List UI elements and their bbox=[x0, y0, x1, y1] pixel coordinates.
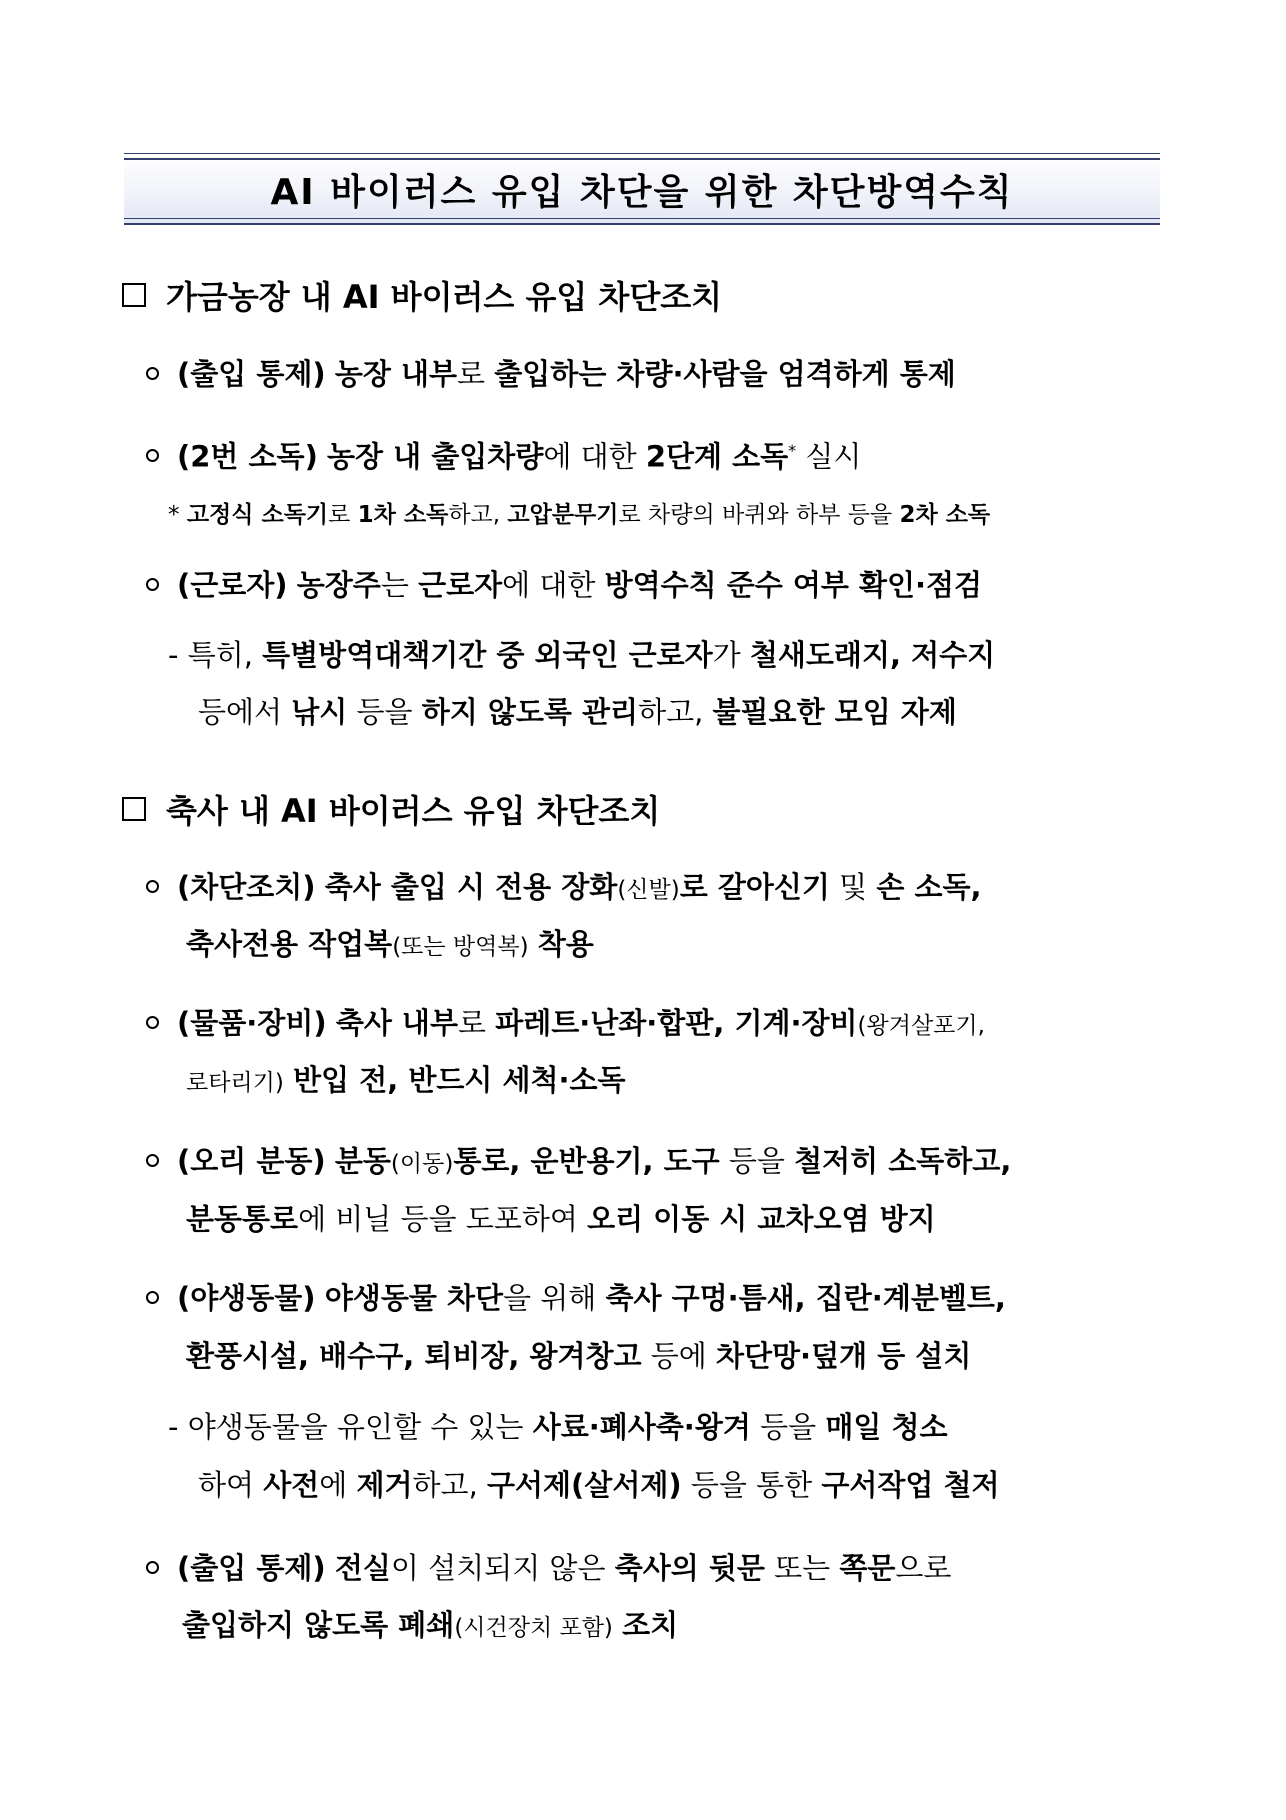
bold-text: 고압분무기 bbox=[507, 502, 619, 528]
bullet-entry-control-barn bbox=[146, 1550, 951, 1586]
bold-text: 구서작업 철저 bbox=[821, 1468, 1000, 1502]
bold-text: 축사 내부 bbox=[335, 1006, 458, 1040]
section-heading-text: 축사 내 AI 바이러스 유입 차단조치 bbox=[166, 792, 661, 830]
bold-text: 야생동물 차단 bbox=[324, 1281, 503, 1315]
bold-text: 매일 청소 bbox=[825, 1410, 948, 1444]
plain-text: 을 위해 bbox=[502, 1281, 597, 1315]
bold-text: 환풍시설, 배수구, 퇴비장, 왕겨창고 bbox=[186, 1339, 642, 1373]
bold-text: 분동 bbox=[334, 1144, 391, 1178]
bold-text: 사료·폐사축·왕겨 bbox=[532, 1410, 751, 1444]
title-banner bbox=[124, 154, 1160, 224]
plain-text: 하고, bbox=[448, 502, 501, 528]
bold-text: 2단계 소독 bbox=[645, 439, 789, 474]
bold-text: 하지 않도록 관리 bbox=[421, 695, 639, 729]
bullet-duck-separation bbox=[146, 1143, 1011, 1182]
plain-text: 가 bbox=[712, 638, 741, 672]
bullet-two-step-disinfection bbox=[146, 433, 861, 475]
small-text: (시건장치 포함) bbox=[454, 1615, 613, 1641]
circle-bullet-icon bbox=[146, 1016, 159, 1029]
bullet-entry-control-barn-cont bbox=[182, 1607, 678, 1646]
plain-text: 는 bbox=[380, 568, 409, 602]
bold-text: 농장 내부 bbox=[334, 357, 458, 391]
bold-text: 분동통로 bbox=[186, 1202, 299, 1236]
circle-bullet-icon bbox=[146, 1154, 159, 1167]
circle-bullet-icon bbox=[146, 367, 159, 380]
bold-text: 전실 bbox=[334, 1551, 391, 1585]
bold-text: 출입하는 차량·사람을 엄격하게 통제 bbox=[494, 357, 956, 391]
bold-text: 구서제(살서제) bbox=[487, 1468, 682, 1502]
page-title: AI 바이러스 유입 차단을 위한 차단방역수칙 bbox=[270, 171, 1014, 213]
bold-text: 착용 bbox=[537, 927, 594, 961]
footnote-star: * bbox=[168, 502, 180, 528]
bold-text: 2차 소독 bbox=[899, 502, 991, 528]
bullet-equipment bbox=[146, 1005, 985, 1044]
section-heading-barn bbox=[122, 786, 660, 832]
plain-text: 로 bbox=[328, 502, 351, 528]
bold-text: 방역수칙 준수 여부 확인·점검 bbox=[604, 568, 983, 602]
bullet-blocking-measures-cont bbox=[186, 926, 594, 965]
bold-text: 1차 소독 bbox=[357, 502, 449, 528]
bold-text: 낚시 bbox=[291, 695, 348, 729]
bold-text: 철저히 소독하고, bbox=[794, 1144, 1012, 1178]
plain-text: 등에서 bbox=[198, 695, 283, 729]
section-heading-farm bbox=[122, 272, 722, 318]
bullet-label: (출입 통제) bbox=[177, 1551, 326, 1585]
plain-text: 등을 bbox=[760, 1410, 817, 1444]
bold-text: 축사 구멍·틈새, 집란·계분벨트, bbox=[605, 1281, 1006, 1315]
footnote-mark: * bbox=[788, 441, 797, 460]
small-text: (신발) bbox=[617, 877, 680, 903]
plain-text: 이 설치되지 않은 bbox=[390, 1551, 606, 1585]
bold-text: 차단망·덮개 등 설치 bbox=[716, 1339, 972, 1373]
bullet-blocking-measures bbox=[146, 869, 981, 908]
bold-text: 손 소독, bbox=[876, 870, 982, 904]
plain-text: 에 bbox=[319, 1468, 348, 1502]
plain-text: 에 대한 bbox=[543, 439, 637, 474]
bold-text: 특별방역대책기간 중 외국인 근로자 bbox=[262, 638, 713, 672]
bullet-wild-animals bbox=[146, 1280, 1006, 1316]
bold-text: 반입 전, 반드시 세척·소독 bbox=[293, 1063, 626, 1097]
bullet-workers bbox=[146, 567, 982, 603]
plain-text: 등을 bbox=[356, 695, 413, 729]
small-text: (또는 방역복) bbox=[392, 934, 529, 960]
plain-text: 및 bbox=[839, 870, 868, 904]
circle-bullet-icon bbox=[146, 1561, 159, 1574]
bold-text: 철새도래지, 저수지 bbox=[749, 638, 996, 672]
bullet-label: (출입 통제) bbox=[177, 357, 326, 391]
circle-bullet-icon bbox=[146, 449, 159, 462]
dash-bullet: - bbox=[168, 1410, 179, 1444]
bold-text: 로 갈아신기 bbox=[679, 870, 830, 904]
bold-text: 축사의 뒷문 bbox=[614, 1551, 765, 1585]
bold-text: 축사 출입 시 전용 장화 bbox=[324, 870, 618, 904]
dash-item-foreign-workers-cont bbox=[198, 694, 957, 730]
plain-text: 로 차량의 바퀴와 하부 등을 bbox=[618, 502, 893, 528]
bullet-label: (야생동물) bbox=[177, 1281, 316, 1315]
circle-bullet-icon bbox=[146, 578, 159, 591]
bullet-label: (물품·장비) bbox=[177, 1006, 327, 1040]
footnote bbox=[168, 497, 990, 533]
plain-text: 등을 bbox=[728, 1144, 785, 1178]
bullet-label: (오리 분동) bbox=[177, 1144, 326, 1178]
bullet-entry-control bbox=[146, 356, 956, 392]
plain-text: 에 대한 bbox=[502, 568, 596, 602]
plain-text: 하여 bbox=[198, 1468, 255, 1502]
plain-text: 등에 bbox=[650, 1339, 707, 1373]
bullet-equipment-cont bbox=[186, 1062, 626, 1101]
small-text: (왕겨살포기, bbox=[857, 1013, 985, 1039]
small-text: (이동) bbox=[390, 1151, 454, 1177]
bold-text: 농장주 bbox=[296, 568, 381, 602]
plain-text: 로 bbox=[457, 357, 486, 391]
bold-text: 쪽문 bbox=[839, 1551, 896, 1585]
dash-item-rodent-control bbox=[168, 1409, 947, 1445]
plain-text: 등을 통한 bbox=[690, 1468, 813, 1502]
plain-text: 에 비닐 등을 도포하여 bbox=[298, 1202, 578, 1236]
plain-text: 또는 bbox=[774, 1551, 831, 1585]
bold-text: 불필요한 모임 자제 bbox=[712, 695, 957, 729]
square-bullet-icon bbox=[122, 797, 146, 821]
square-bullet-icon bbox=[122, 283, 146, 307]
bullet-label: (차단조치) bbox=[177, 870, 316, 904]
bullet-wild-animals-cont bbox=[186, 1338, 971, 1374]
bold-text: 파레트·난좌·합판, 기계·장비 bbox=[495, 1006, 858, 1040]
bold-text: 조치 bbox=[622, 1608, 679, 1642]
bold-text: 축사전용 작업복 bbox=[186, 927, 393, 961]
dash-item-rodent-control-cont bbox=[198, 1467, 1000, 1503]
bold-text: 사전 bbox=[263, 1468, 320, 1502]
bold-text: 통로, 운반용기, 도구 bbox=[453, 1144, 720, 1178]
bold-text: 출입하지 않도록 폐쇄 bbox=[182, 1608, 455, 1642]
bullet-label: (2번 소독) bbox=[177, 439, 318, 474]
bold-text: 오리 이동 시 교차오염 방지 bbox=[587, 1202, 936, 1236]
circle-bullet-icon bbox=[146, 880, 159, 893]
dash-item-foreign-workers bbox=[168, 637, 995, 673]
section-heading-text: 가금농장 내 AI 바이러스 유입 차단조치 bbox=[166, 278, 723, 316]
dash-bullet: - bbox=[168, 638, 179, 672]
plain-text: 로 bbox=[457, 1006, 486, 1040]
bold-text: 농장 내 출입차량 bbox=[327, 439, 544, 474]
bold-text: 근로자 bbox=[418, 568, 503, 602]
bullet-duck-separation-cont bbox=[186, 1201, 936, 1237]
plain-text: 하고, bbox=[412, 1468, 478, 1502]
bullet-label: (근로자) bbox=[177, 568, 288, 602]
plain-text: 실시 bbox=[796, 439, 862, 474]
plain-text: 야생동물을 유인할 수 있는 bbox=[187, 1410, 524, 1444]
plain-text: 특히, bbox=[187, 638, 253, 672]
plain-text: 으로 bbox=[895, 1551, 952, 1585]
plain-text: 하고, bbox=[638, 695, 704, 729]
circle-bullet-icon bbox=[146, 1291, 159, 1304]
bold-text: 고정식 소독기 bbox=[186, 502, 329, 528]
small-text: 로타리기) bbox=[186, 1070, 284, 1096]
bold-text: 제거 bbox=[356, 1468, 413, 1502]
